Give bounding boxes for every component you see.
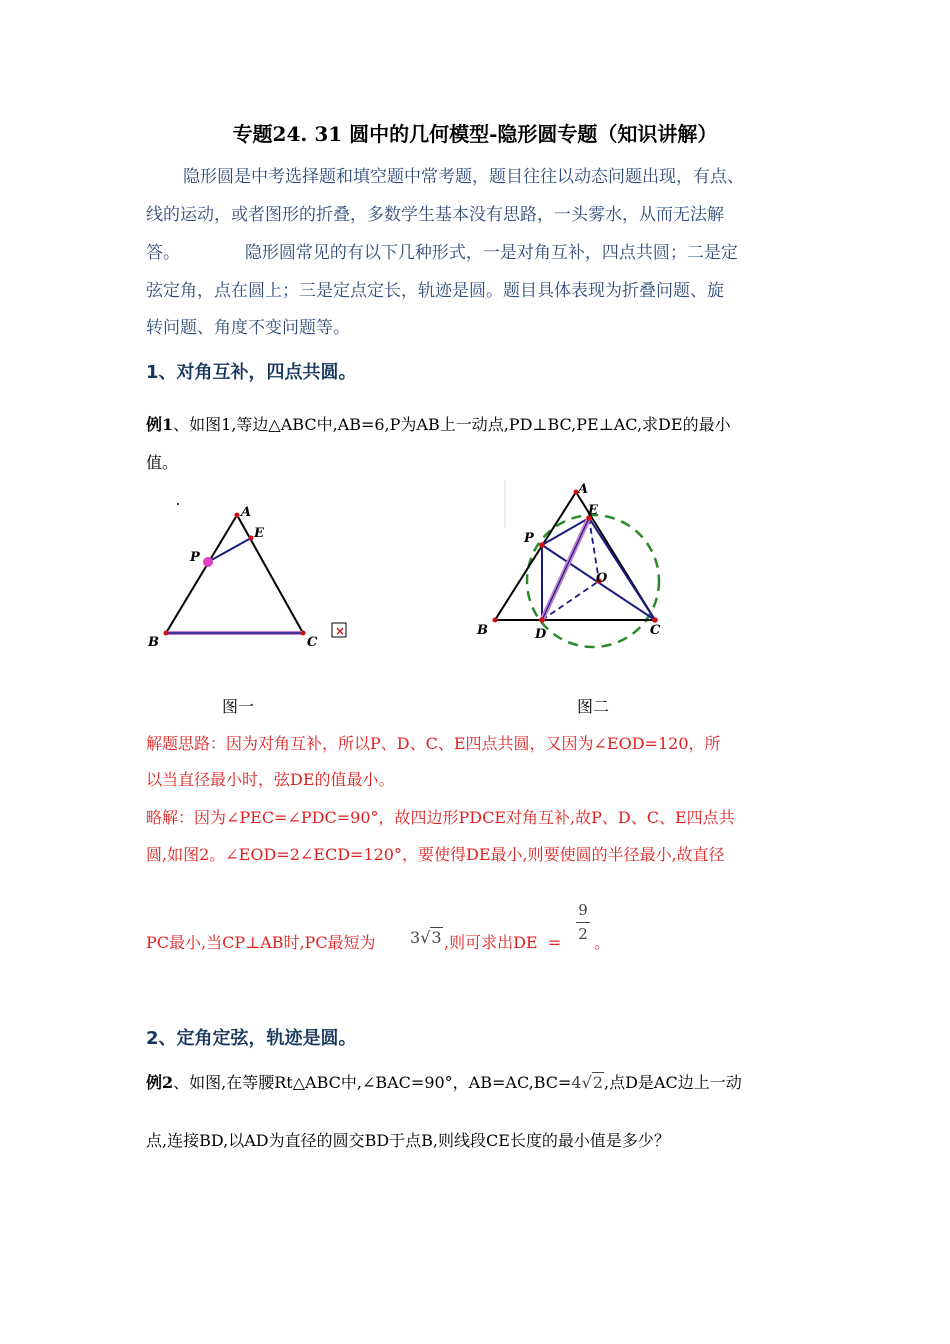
figure-2-triangle	[495, 492, 655, 620]
figure-1-label-a: A	[241, 505, 252, 520]
figure-2-label-c: C	[650, 623, 661, 638]
figure-2-point-d	[539, 617, 545, 623]
bc-sqrt-icon: √	[581, 1073, 592, 1092]
figure-1-stray-dot	[177, 503, 179, 505]
brief-line-3-end: 。	[594, 933, 611, 952]
example-2-label: 例2	[146, 1073, 174, 1092]
example-2-text-end: ,点D是AC边上一动	[604, 1073, 742, 1092]
figure-1-triangle	[166, 515, 303, 633]
intro-line-2: 线的运动，或者图形的折叠，多数学生基本没有思路，一头雾水，从而无法解	[146, 205, 724, 225]
fraction-denominator: 2	[578, 925, 588, 943]
figure-1-label-e: E	[254, 526, 264, 541]
close-icon: ×	[335, 624, 346, 638]
brief-line-1: 略解：因为∠PEC=∠PDC=90°，故四边形PDCE对角互补,故P、D、C、E四点共	[146, 808, 735, 827]
figure-1-point-a	[235, 513, 240, 518]
sqrt-expression	[410, 928, 443, 947]
example-1-line-2: 值。	[146, 453, 179, 472]
brief-line-3-middle: ,则可求出DE =	[444, 933, 562, 952]
section-1-heading: 1、对角互补，四点共圆。	[146, 362, 357, 383]
brief-line-3-start: PC最小,当CP⊥AB时,PC最短为	[146, 933, 376, 952]
example-1-label: 例1	[146, 415, 174, 434]
figure-2-point-c	[652, 617, 658, 623]
example-2-text-start: 、如图,在等腰Rt△ABC中,∠BAC=90°，AB=AC,BC=	[173, 1073, 572, 1092]
figure-1-pe-segment	[208, 538, 251, 562]
intro-line-1: 隐形圆是中考选择题和填空题中常考题，题目往往以动态问题出现，有点、	[183, 167, 744, 187]
figure-1-label-b: B	[148, 635, 159, 650]
sqrt-radicand: 3	[431, 928, 442, 947]
figure-2-caption: 图二	[577, 697, 610, 716]
figure-2-dashed-circle	[527, 515, 659, 647]
bc-sqrt-coefficient: 4	[571, 1073, 582, 1092]
figure-2-label-d: D	[535, 627, 547, 642]
figure-2-ec-segment	[589, 518, 655, 620]
figure-2-point-b	[493, 618, 498, 623]
example-1-text: 、如图1,等边△ABC中,AB=6,P为AB上一动点,PD⊥BC,PE⊥AC,求DE的最小	[173, 415, 731, 434]
figure-2-label-p: P	[524, 531, 534, 546]
fraction-bar	[576, 922, 590, 923]
sqrt-icon: √	[420, 928, 431, 947]
figure-1-caption: 图一	[222, 697, 255, 716]
section-2-heading: 2、定角定弦，轨迹是圆。	[146, 1028, 357, 1049]
example-1-line-1	[146, 412, 731, 435]
bc-sqrt-expression	[571, 1072, 604, 1092]
sqrt-coefficient: 3	[410, 928, 421, 947]
figure-2-label-e: E	[588, 503, 598, 518]
figure-2-label-a: A	[578, 482, 589, 497]
figure-2-point-p	[539, 542, 545, 548]
figure-2-label-b: B	[477, 623, 488, 638]
brief-line-2: 圆,如图2。∠EOD=2∠ECD=120°，要使得DE最小,则要使圆的半径最小,故直径	[146, 845, 725, 864]
example-2-line-1	[146, 1070, 742, 1093]
intro-line-5: 转问题、角度不变问题等。	[146, 318, 350, 338]
page-title: 专题24. 31 圆中的几何模型-隐形圆专题（知识讲解）	[232, 122, 718, 146]
figure-1-point-c	[301, 631, 306, 636]
figure-1-point-p[interactable]	[203, 557, 213, 567]
figure-1-point-e	[249, 536, 254, 541]
idea-line-1: 解题思路：因为对角互补，所以P、D、C、E四点共圆，又因为∠EOD=120，所	[146, 734, 721, 753]
example-2-line-2: 点,连接BD,以AD为直径的圆交BD于点B,则线段CE长度的最小值是多少？	[146, 1131, 670, 1150]
idea-line-2: 以当直径最小时，弦DE的值最小。	[146, 770, 395, 789]
figure-1-point-b	[164, 631, 169, 636]
figure-2	[465, 478, 685, 653]
intro-line-3: 答。 隐形圆常见的有以下几种形式，一是对角互补，四点共圆；二是定	[146, 243, 738, 263]
intro-line-4: 弦定角，点在圆上；三是定点定长，轨迹是圆。题目具体表现为折叠问题、旋	[146, 281, 724, 301]
figure-1-label-p: P	[190, 550, 200, 565]
bc-sqrt-radicand: 2	[592, 1073, 603, 1092]
figure-1-label-c: C	[307, 635, 318, 650]
fraction-numerator: 9	[578, 901, 588, 919]
figure-1	[140, 495, 370, 655]
figure-2-label-o: O	[596, 571, 608, 586]
